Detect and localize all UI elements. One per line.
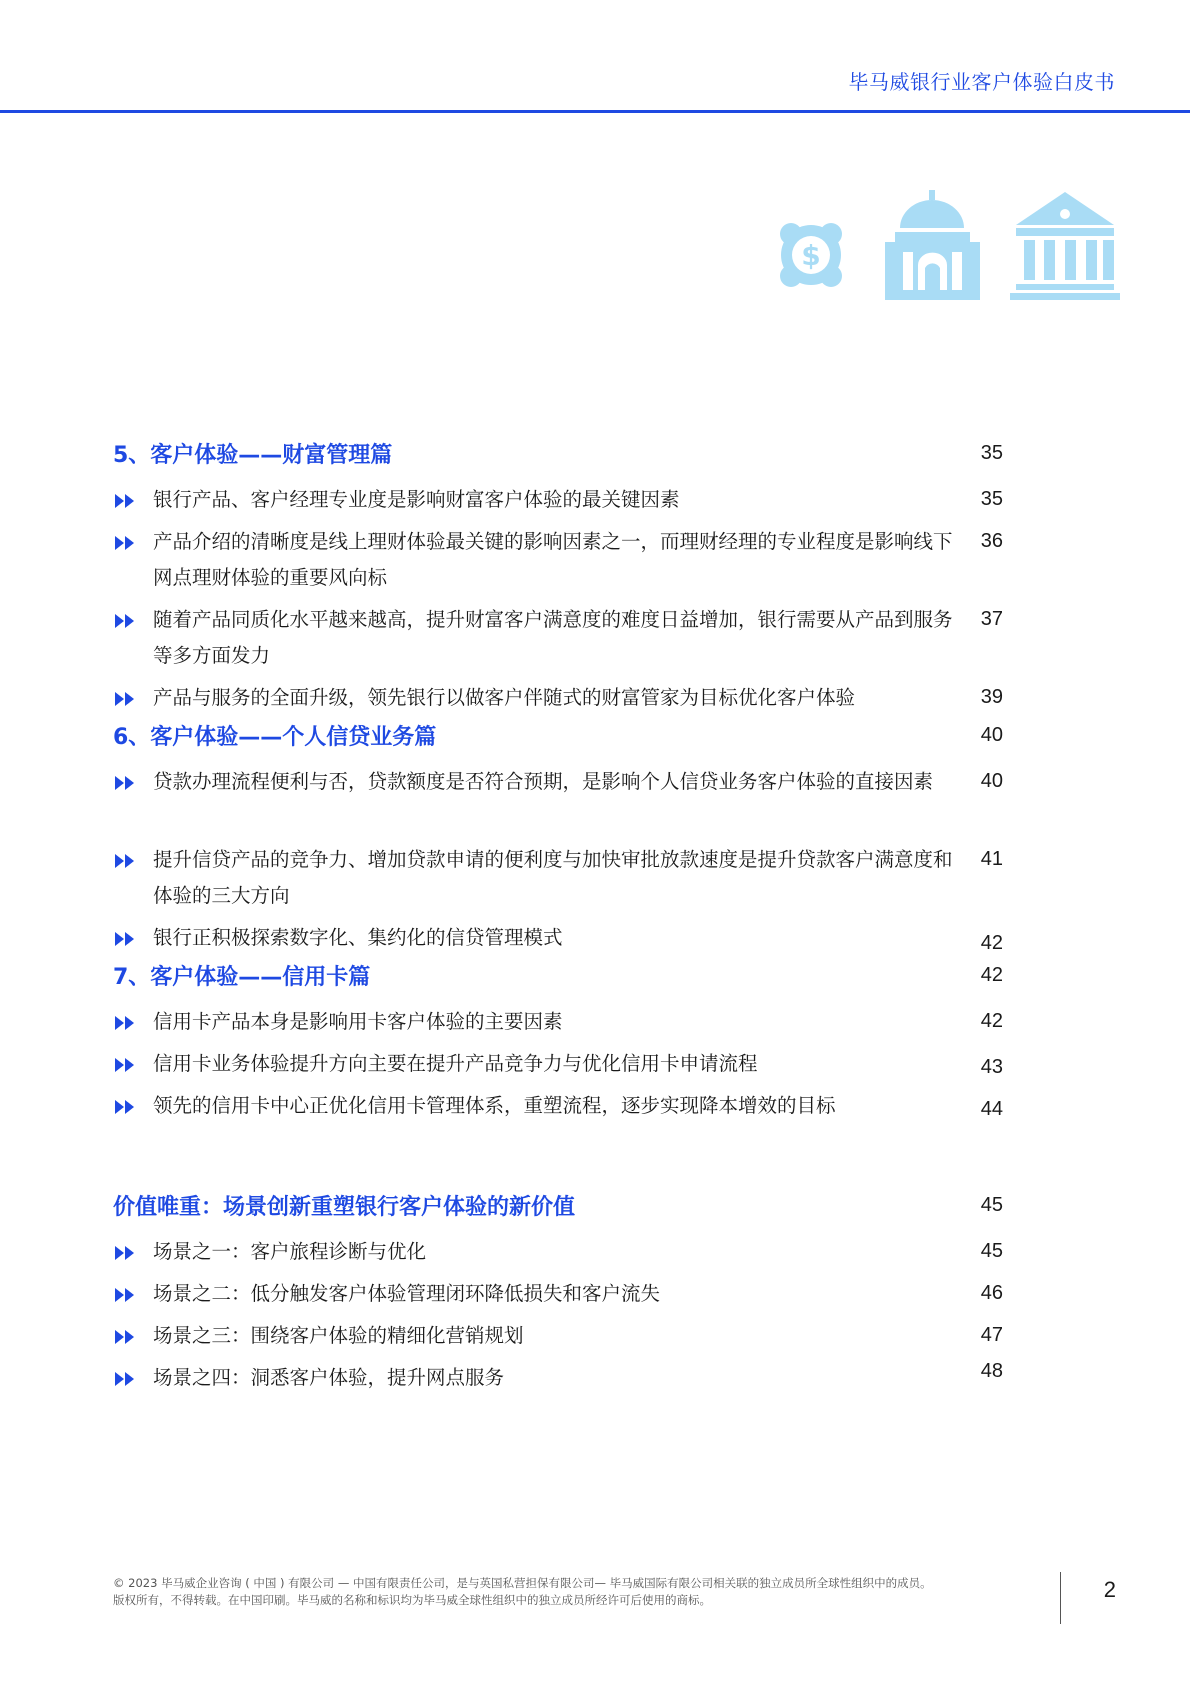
double-arrow-icon: [115, 536, 137, 550]
toc-section-title: 价值唯重：场景创新重塑银行客户体验的新价值: [113, 1195, 576, 1220]
toc-item-title: 提升信贷产品的竞争力、增加贷款申请的便利度与加快审批放款速度是提升贷款客户满意度和体验的三大方向: [153, 848, 953, 907]
toc-item-title: 银行产品、客户经理专业度是影响财富客户体验的最关键因素: [153, 488, 680, 511]
toc-section[interactable]: [113, 962, 1003, 1004]
toc-section-title: 5、客户体验——财富管理篇: [113, 443, 393, 468]
domed-building-icon: [880, 190, 985, 300]
toc-item-title: 信用卡业务体验提升方向主要在提升产品竞争力与优化信用卡申请流程: [153, 1052, 758, 1075]
double-arrow-icon: [115, 1372, 137, 1386]
footer-line-2: 版权所有，不得转载。在中国印刷。毕马威的名称和标识均为毕马威全球性组织中的独立成员所经许可后使用的商标。: [113, 1593, 711, 1607]
toc-page-number: 47: [980, 1324, 1003, 1346]
toc-item-title: 贷款办理流程便利与否，贷款额度是否符合预期，是影响个人信贷业务客户体验的直接因素: [153, 770, 934, 793]
toc-page-number: 42: [980, 1010, 1003, 1032]
double-arrow-icon: [115, 1330, 137, 1344]
toc-item-title: 产品与服务的全面升级，领先银行以做客户伴随式的财富管家为目标优化客户体验: [153, 686, 856, 709]
decorative-icons: [770, 190, 1120, 300]
toc-item[interactable]: [113, 1234, 1003, 1276]
toc-page-number: 40: [980, 770, 1003, 792]
toc-page-number: 46: [980, 1282, 1003, 1304]
toc-page-number: 43: [980, 1056, 1003, 1078]
toc-item-title: 信用卡产品本身是影响用卡客户体验的主要因素: [153, 1010, 563, 1033]
toc-item[interactable]: [113, 482, 1003, 524]
table-of-contents: [113, 440, 1003, 1402]
double-arrow-icon: [115, 1100, 137, 1114]
toc-section-title: 7、客户体验——信用卡篇: [113, 965, 371, 990]
bank-building-icon: [1010, 190, 1120, 300]
footer-line-1: © 2023 毕马威企业咨询 ( 中国 ) 有限公司 — 中国有限责任公司，是与英国私营担保有限公司— 毕马威国际有限公司相关联的独立成员所全球性组织中的成员。: [113, 1576, 932, 1590]
double-arrow-icon: [115, 614, 137, 628]
money-bag-icon: [775, 218, 847, 290]
toc-item-title: 场景之三：围绕客户体验的精细化营销规划: [153, 1324, 524, 1347]
toc-item[interactable]: [113, 680, 1003, 722]
toc-page-number: 48: [980, 1360, 1003, 1382]
toc-item-title: 随着产品同质化水平越来越高，提升财富客户满意度的难度日益增加，银行需要从产品到服务等多方面发力: [153, 608, 953, 667]
toc-page-number: 42: [980, 932, 1003, 954]
toc-item[interactable]: [113, 1004, 1003, 1046]
toc-page-number: 42: [980, 964, 1003, 986]
toc-item[interactable]: [113, 842, 1003, 920]
toc-item-title: 场景之四：洞悉客户体验，提升网点服务: [153, 1366, 505, 1389]
double-arrow-icon: [115, 932, 137, 946]
toc-page-number: 41: [980, 848, 1003, 870]
toc-item[interactable]: [113, 602, 1003, 680]
toc-item-title: 银行正积极探索数字化、集约化的信贷管理模式: [153, 926, 563, 949]
double-arrow-icon: [115, 1246, 137, 1260]
toc-item[interactable]: [113, 920, 1003, 962]
toc-page-number: 35: [980, 488, 1003, 510]
page-number: 2: [1103, 1577, 1116, 1602]
toc-item-title: 场景之一：客户旅程诊断与优化: [153, 1240, 427, 1263]
toc-item-title: 产品介绍的清晰度是线上理财体验最关键的影响因素之一，而理财经理的专业程度是影响线下网点理财体验的重要风向标: [153, 530, 953, 589]
toc-page-number: 45: [980, 1240, 1003, 1262]
double-arrow-icon: [115, 854, 137, 868]
toc-item[interactable]: [113, 1276, 1003, 1318]
toc-page-number: 37: [980, 608, 1003, 630]
double-arrow-icon: [115, 692, 137, 706]
toc-item-title: 领先的信用卡中心正优化信用卡管理体系，重塑流程，逐步实现降本增效的目标: [153, 1094, 836, 1117]
header-divider: [0, 110, 1190, 113]
toc-page-number: 39: [980, 686, 1003, 708]
toc-section[interactable]: [113, 440, 1003, 482]
toc-item[interactable]: [113, 1360, 1003, 1402]
toc-item[interactable]: [113, 1046, 1003, 1088]
toc-item[interactable]: [113, 764, 1003, 842]
toc-section-title: 6、客户体验——个人信贷业务篇: [113, 725, 437, 750]
toc-item[interactable]: [113, 1088, 1003, 1130]
toc-page-number: 36: [980, 530, 1003, 552]
double-arrow-icon: [115, 494, 137, 508]
footer-copyright: [113, 1575, 1043, 1609]
double-arrow-icon: [115, 1288, 137, 1302]
svg-text:$: $: [801, 239, 821, 272]
toc-page-number: 40: [980, 724, 1003, 746]
toc-item-title: 场景之二：低分触发客户体验管理闭环降低损失和客户流失: [153, 1282, 661, 1305]
toc-page-number: 44: [980, 1098, 1003, 1120]
toc-page-number: 35: [980, 442, 1003, 464]
toc-item[interactable]: [113, 524, 1003, 602]
double-arrow-icon: [115, 776, 137, 790]
toc-gap: [113, 1130, 1003, 1192]
toc-item[interactable]: [113, 1318, 1003, 1360]
toc-section[interactable]: [113, 722, 1003, 764]
footer-divider: [1060, 1572, 1061, 1624]
double-arrow-icon: [115, 1016, 137, 1030]
toc-section[interactable]: [113, 1192, 1003, 1234]
double-arrow-icon: [115, 1058, 137, 1072]
header-title: 毕马威银行业客户体验白皮书: [848, 70, 1115, 94]
toc-page-number: 45: [980, 1194, 1003, 1216]
